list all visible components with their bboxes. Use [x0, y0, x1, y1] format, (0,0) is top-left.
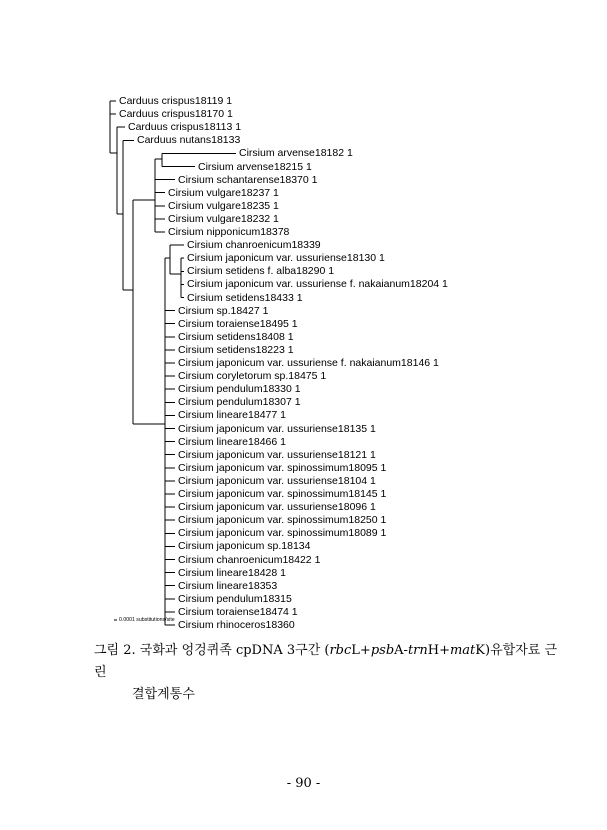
caption-line-2: 결합계통수	[132, 687, 195, 702]
taxon-label: Cirsium pendulum18315	[178, 592, 292, 605]
taxon-label: Cirsium chanroenicum18339	[187, 239, 321, 252]
taxon-label: Cirsium arvense18215 1	[198, 160, 312, 173]
taxon-label: Cirsium toraiense18474 1	[178, 605, 298, 618]
caption-part: A-	[394, 643, 408, 658]
taxon-label: Cirsium japonicum var. spinossimum18089 1	[178, 527, 387, 540]
taxon-label: Cirsium coryletorum sp.18475 1	[178, 370, 327, 383]
taxon-label: Cirsium setidens18223 1	[178, 343, 294, 356]
taxon-label: Cirsium setidens18408 1	[178, 330, 294, 343]
taxon-label: Cirsium japonicum var. spinossimum18145 1	[178, 488, 387, 500]
caption-prefix: 그림 2. 국화과 엉겅퀴족 cpDNA 3구간 (	[94, 643, 330, 658]
page-number: - 90 -	[286, 776, 321, 791]
taxon-label: Cirsium lineare18353	[178, 579, 278, 592]
taxon-label: Cirsium japonicum var. ussuriense18104 1	[178, 474, 376, 487]
taxon-label: Cirsium schantarense18370 1	[178, 173, 318, 186]
taxon-label: Cirsium arvense18182 1	[239, 147, 353, 160]
caption-part: L+	[351, 643, 371, 658]
taxon-label: Cirsium japonicum var. ussuriense18121 1	[178, 448, 376, 461]
taxon-label: Cirsium chanroenicum18422 1	[178, 553, 321, 566]
scale-bar-label: 0.0001 substitutions/site	[119, 617, 175, 623]
taxon-label: Cirsium lineare18428 1	[178, 566, 286, 579]
taxon-label: Cirsium japonicum var. ussuriense f. nakaianum18204 1	[187, 278, 448, 291]
taxon-label: Cirsium nipponicum18378	[168, 226, 290, 238]
taxon-label: Cirsium setidens f. alba18290 1	[187, 265, 335, 278]
caption-line-1	[94, 640, 564, 684]
caption-gene-trn: trn	[407, 643, 428, 658]
taxon-label: Carduus crispus18119 1	[119, 95, 233, 107]
caption-suffix: K)유합자료 근린	[94, 643, 558, 680]
taxon-label: Cirsium lineare18466 1	[178, 435, 286, 448]
taxon-label: Carduus nutans18133	[137, 134, 241, 147]
taxon-label: Cirsium japonicum var. ussuriense f. nakaianum18146 1	[178, 357, 439, 369]
taxon-label: Cirsium vulgare18237 1	[168, 186, 279, 199]
caption-gene-psb: psb	[370, 643, 395, 658]
taxon-label: Carduus crispus18170 1	[119, 108, 233, 121]
taxon-label: Cirsium japonicum var. spinossimum18095 1	[178, 461, 387, 474]
taxon-label: Cirsium japonicum var. ussuriense18130 1	[187, 252, 385, 265]
taxon-label: Cirsium pendulum18307 1	[178, 396, 301, 409]
taxon-label: Carduus crispus18113 1	[128, 121, 242, 134]
taxon-label: Cirsium vulgare18235 1	[168, 199, 279, 212]
taxon-label: Cirsium pendulum18330 1	[178, 383, 301, 396]
taxon-label: Cirsium japonicum var. ussuriense18135 1	[178, 422, 376, 435]
caption-gene-mat: mat	[449, 643, 476, 658]
taxon-label: Cirsium vulgare18232 1	[168, 212, 279, 225]
caption-gene-rbc: rbc	[329, 643, 352, 658]
taxon-label: Cirsium japonicum sp.18134	[178, 540, 311, 553]
taxon-label: Cirsium japonicum var. ussuriense18096 1	[178, 501, 376, 514]
taxon-label: Cirsium toraiense18495 1	[178, 317, 298, 330]
taxon-label: Cirsium sp.18427 1	[178, 304, 269, 317]
taxon-label: Cirsium lineare18477 1	[178, 409, 286, 422]
taxon-label: Cirsium rhinoceros18360	[178, 619, 295, 631]
taxon-label: Cirsium japonicum var. spinossimum18250 1	[178, 514, 387, 527]
figure-caption	[94, 640, 564, 706]
caption-part: H+	[427, 643, 450, 658]
taxon-label: Cirsium setidens18433 1	[187, 291, 303, 304]
